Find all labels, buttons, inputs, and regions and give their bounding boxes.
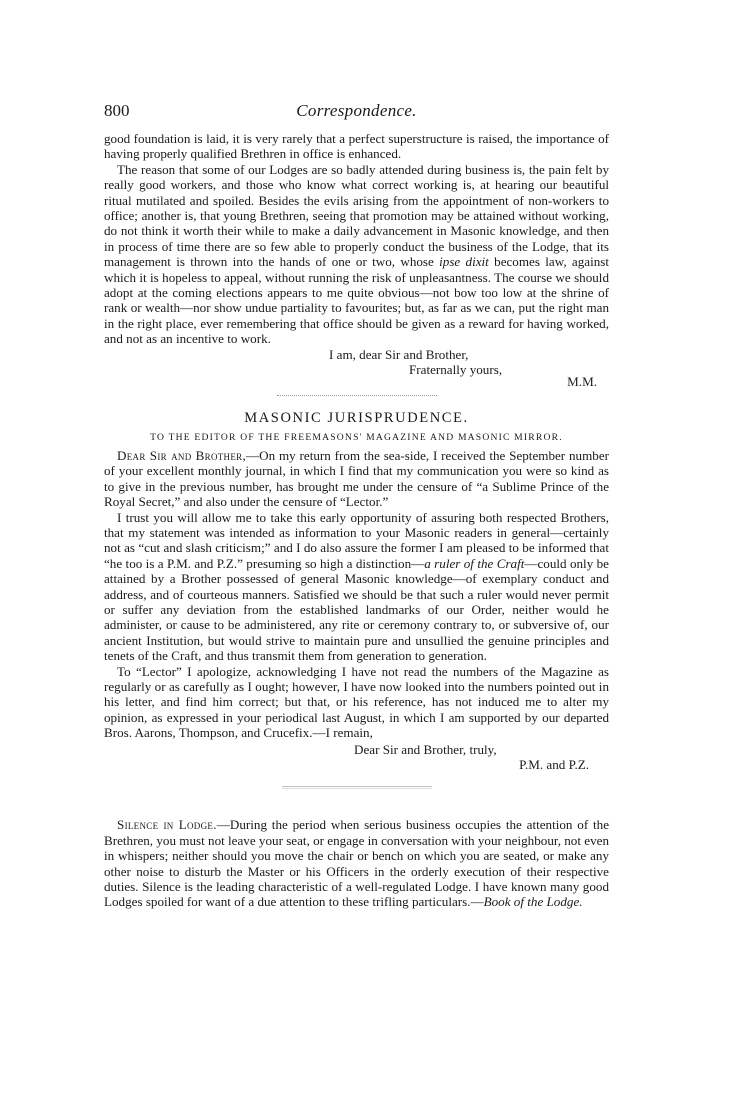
section-title: MASONIC JURISPRUDENCE.	[244, 409, 469, 426]
letter-mm-valediction: Fraternally yours,	[409, 362, 503, 378]
letter-mm-closing: I am, dear Sir and Brother,	[329, 346, 469, 362]
letter-mm-signature: M.M.	[567, 373, 597, 389]
letter-jurisprudence-signature: P.M. and P.Z.	[519, 757, 589, 773]
section-divider-top	[277, 395, 437, 396]
running-title: Correspondence.	[296, 101, 417, 120]
page	[104, 101, 609, 910]
letter-mm-paragraph-2	[104, 162, 609, 347]
letter-jurisprudence-paragraph-1-text: —On my return from the sea-side, I received the September number of your excellent monthly journal, in which I find that my communication you were so kind as to give in the previous number, has brought me under the censure of “a Sublime Prince of the Royal Secret,” and also under the censure of “Lector.”	[104, 447, 609, 510]
letter-jurisprudence-paragraph-2-text-a: I trust you will allow me to take this early opportunity of assuring both respected Brothers, that my statement was intended as information to your Masonic readers in general—certainly not as “cut and slash criticism;” and I do also assure the former I am pleased to be informed that “he too is a P.M. and P.Z.” presuming so high a distinction—	[104, 509, 609, 571]
letter-jurisprudence	[104, 409, 609, 773]
letter-jurisprudence-paragraph-2	[104, 510, 609, 664]
silence-in-lodge-source: Book of the Lodge.	[483, 894, 583, 910]
letter-jurisprudence-paragraph-3: To “Lector” I apologize, acknowledging I have not read the numbers of the Magazine as regularly or as carefully as I ought; however, I have now looked into the numbers pointed out in his letter, and find him correct; but that, or his reference, has not induced me to alter my opinion, as expressed in your periodical last August, in which I am supported by our departed Bros. Aarons, Thompson, and Crucefix.—I remain,	[104, 663, 609, 741]
section-subtitle: TO THE EDITOR OF THE FREEMASONS' MAGAZINE AND MASONIC MIRROR.	[150, 431, 563, 443]
section-divider	[282, 786, 432, 789]
letter-jurisprudence-closing: Dear Sir and Brother, truly,	[354, 741, 497, 757]
letter-mm-paragraph-2-text-b: becomes law, against which it is hopeless to appeal, without running the risk of unpleasantness. The course we should adopt at the coming elections appears to me quite obvious—not bow too low at the shrine of rank or wealth—nor show undue partiality to favourites; but, as far as we can, put the right man in the right place, ever remembering that office should be given as a reward for having worked, and not as an incentive to work.	[104, 254, 609, 347]
silence-in-lodge-paragraph	[104, 817, 609, 909]
page-number: 800	[104, 101, 130, 120]
letter-jurisprudence-paragraph-1	[104, 448, 609, 510]
letter-mm-italic-phrase: ipse dixit	[439, 254, 489, 270]
letter-jurisprudence-italic-phrase: a ruler of the Craft	[424, 555, 525, 571]
letter-mm-paragraph-2-text-a: The reason that some of our Lodges are so badly attended during business is, the pain felt by really good workers, and those who know what correct working is, at hearing our beautiful ritual mutilated and spoiled. Besides the evils arising from the appointment of non-workers to office; another is, that young Brethren, seeing that promotion may be attained without working, do not think it worth their while to make a daily advancement in Masonic knowledge, and then in process of time there are so few able to properly conduct the business of the Lodge, that its management is thrown into the hands of one or two, whose	[104, 161, 609, 270]
letter-jurisprudence-paragraph-2-text-b: —could only be attained by a Brother possessed of general Masonic knowledge—of exemplary conduct and address, and of courteous manners. Satisfied we should be that such a ruler would never permit or suffer any deviation from the established landmarks of our Order, neither would he administer, or cause to be administered, any rite or ceremony contrary to, or subversive of, our ancient Institution, but would strive to maintain pure and unsullied the genuine principles and tenets of the Craft, and thus transmit them from generation to generation.	[104, 555, 609, 664]
letter-mm-paragraph-1: good foundation is laid, it is very rarely that a perfect superstructure is raised, the importance of having properly qualified Brethren in office is enhanced.	[104, 131, 609, 162]
running-head	[104, 101, 609, 129]
letter-mm	[104, 131, 609, 389]
salutation: Dear Sir and Brother,	[117, 447, 247, 463]
silence-in-lodge	[104, 817, 609, 909]
silence-in-lodge-heading: Silence in Lodge.	[117, 817, 217, 833]
silence-in-lodge-text: —During the period when serious business occupies the attention of the Brethren, you must not leave your seat, or engage in conversation with your neighbour, not even in whispers; neither should you move the chair or bench on which you are seated, or make any other noise to disturb the Master or his Officers in the orderly execution of their respective duties. Silence is the leading characteristic of a well-regulated Lodge. I have known many good Lodges spoiled for want of a due attention to these trifling particulars.—	[104, 817, 610, 910]
